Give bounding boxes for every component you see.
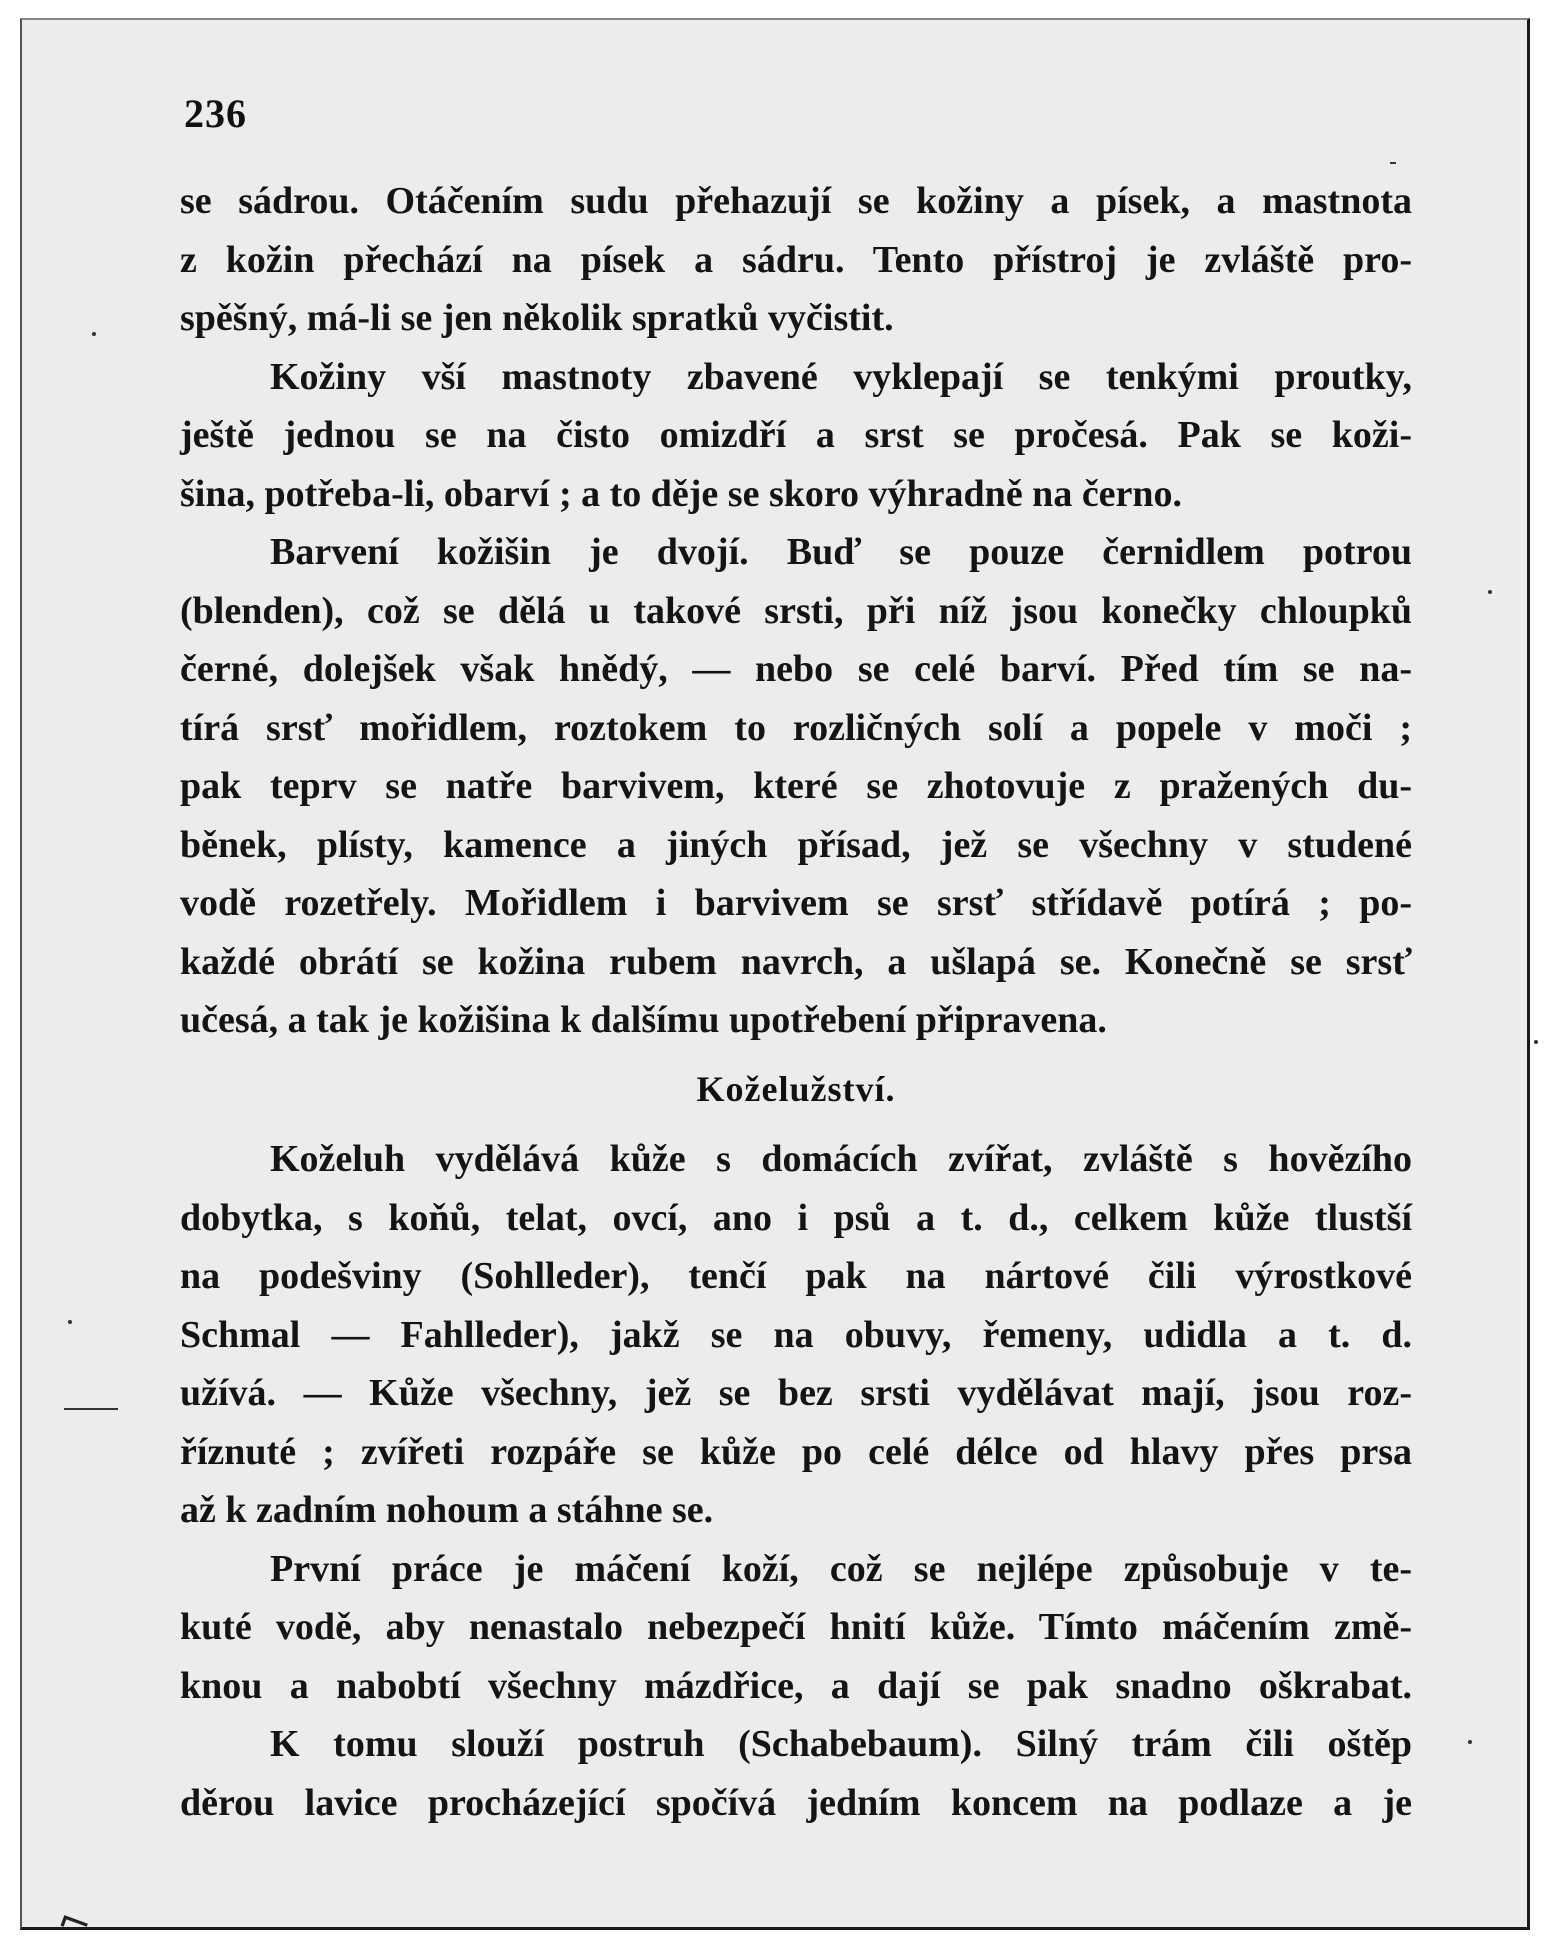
scan-speck bbox=[68, 1320, 72, 1324]
section-heading: Koželužství. bbox=[696, 1069, 896, 1109]
text-line: Schmal — Fahlleder), jakž se na obuvy, řemeny, udidla a t. d. bbox=[180, 1313, 1412, 1356]
book-page bbox=[20, 18, 1530, 1930]
text-line: každé obrátí se kožina rubem navrch, a ušlapá se. Konečně se srsť bbox=[180, 940, 1412, 983]
text-line: tírá srsť mořidlem, roztokem to rozličných solí a popele v moči ; bbox=[180, 706, 1412, 749]
text-line: (blenden), což se dělá u takové srsti, při níž jsou konečky chloupků bbox=[180, 589, 1412, 632]
text-line: Barvení kožišin je dvojí. Buď se pouze černidlem potrou bbox=[270, 531, 1412, 573]
text-line: Koželuh vydělává kůže s domácích zvířat, zvláště s hovězího bbox=[270, 1138, 1412, 1180]
text-block-top bbox=[180, 172, 1412, 1050]
text-line: První práce je máčení koží, což se nejlépe způsobuje v te- bbox=[270, 1547, 1412, 1590]
text-line: knou a nabobtí všechny mázdřice, a dají se pak snadno oškrabat. bbox=[180, 1664, 1412, 1707]
scan-speck bbox=[1468, 1740, 1472, 1744]
text-line: děrou lavice procházející spočívá jedním koncem na podlaze a je bbox=[180, 1781, 1412, 1824]
scan-speck bbox=[1534, 1040, 1538, 1044]
text-line: běnek, plísty, kamence a jiných přísad, jež se všechny v studené bbox=[180, 823, 1412, 866]
text-line: vodě rozetřely. Mořidlem i barvivem se srsť střídavě potírá ; po- bbox=[180, 882, 1412, 924]
text-line: ještě jednou se na čisto omizdří a srst se pročesá. Pak se koži- bbox=[180, 414, 1412, 456]
text-line: spěšný, má-li se jen několik spratků vyčistit. bbox=[180, 297, 894, 339]
scan-mark bbox=[64, 1408, 118, 1410]
text-line: dobytka, s koňů, telat, ovcí, ano i psů a t. d., celkem kůže tlustší bbox=[180, 1196, 1412, 1239]
text-line: až k zadním nohoum a stáhne se. bbox=[180, 1489, 714, 1531]
text-line: učesá, a tak je kožišina k dalšímu upotřebení připravena. bbox=[180, 999, 1107, 1041]
scan-speck bbox=[1488, 590, 1492, 594]
corner-scan-mark: ⌐ bbox=[51, 1895, 99, 1950]
page-number: 236 bbox=[184, 91, 247, 136]
text-line: pak teprv se natře barvivem, které se zhotovuje z pražených du- bbox=[180, 765, 1412, 807]
text-line: šina, potřeba-li, obarví ; a to děje se skoro výhradně na černo. bbox=[180, 472, 1183, 515]
scan-speck bbox=[92, 332, 96, 336]
text-line: se sádrou. Otáčením sudu přehazují se kožiny a písek, a mastnota bbox=[180, 180, 1412, 222]
text-line: říznuté ; zvířeti rozpáře se kůže po celé délce od hlavy přes prsa bbox=[180, 1430, 1412, 1473]
scan-mark bbox=[1390, 162, 1396, 164]
text-line: kuté vodě, aby nenastalo nebezpečí hnití kůže. Tímto máčením změ- bbox=[180, 1606, 1412, 1648]
text-line: z kožin přechází na písek a sádru. Tento přístroj je zvláště pro- bbox=[180, 238, 1412, 281]
text-line: užívá. — Kůže všechny, jež se bez srsti vydělávat mají, jsou roz- bbox=[180, 1372, 1412, 1414]
text-line: na podešviny (Sohlleder), tenčí pak na nártové čili výrostkové bbox=[180, 1255, 1412, 1297]
text-block-bottom bbox=[180, 1130, 1412, 1832]
text-line: K tomu slouží postruh (Schabebaum). Silný trám čili oštěp bbox=[270, 1723, 1412, 1765]
text-line: černé, dolejšek však hnědý, — nebo se celé barví. Před tím se na- bbox=[180, 648, 1412, 690]
text-line: Kožiny vší mastnoty zbavené vyklepají se tenkými proutky, bbox=[270, 355, 1412, 398]
